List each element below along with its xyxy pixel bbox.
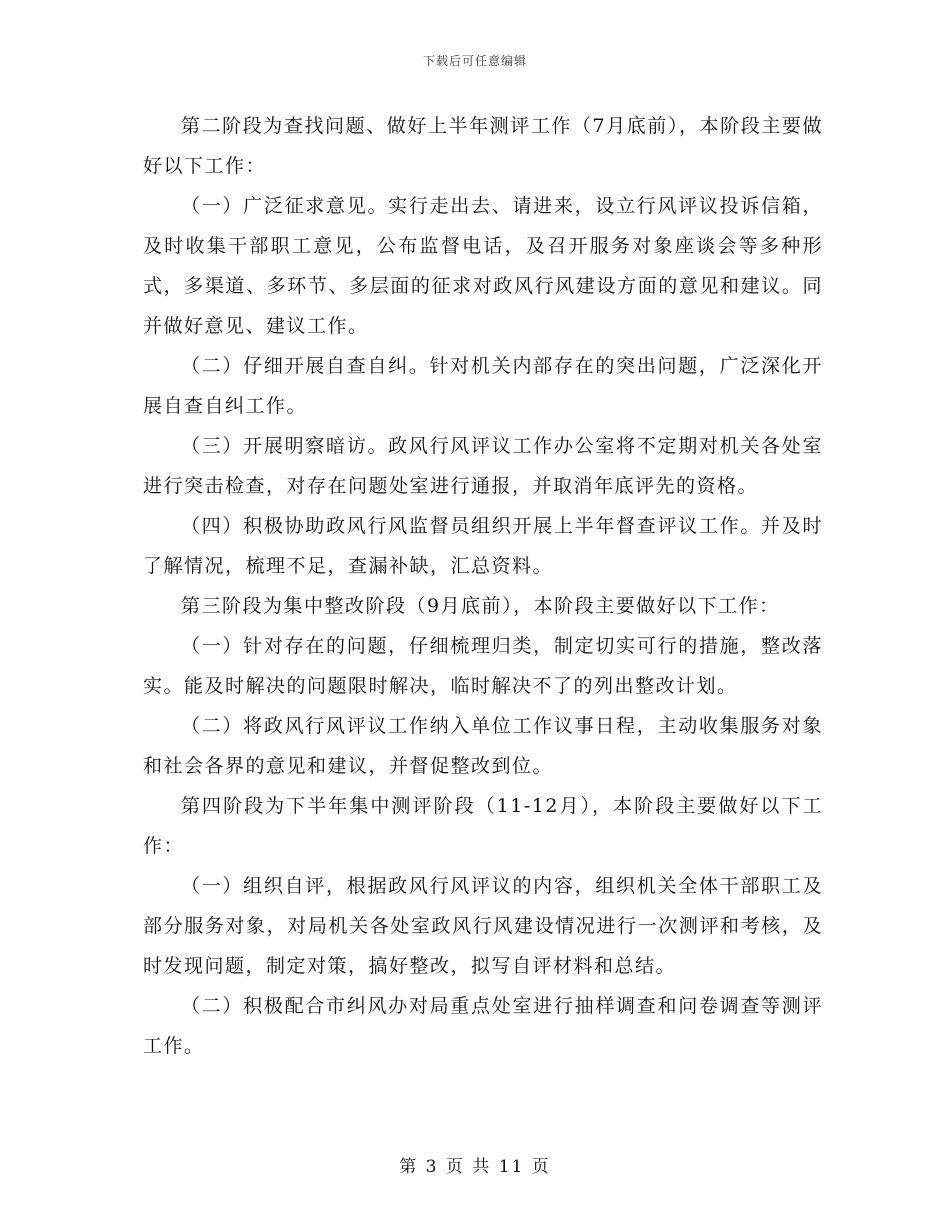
paragraph-stage-2-item-1: （一）广泛征求意见。实行走出去、请进来，设立行风评议投诉信箱，及时收集干部职工意见，公布监督电话，及召开服务对象座谈会等多种形式，多渠道、多环节、多层面的征求对政风行风建设方面的意见和建议。同并做好意见、建议工作。 <box>143 195 823 337</box>
paragraph-stage-4-item-1: （一）组织自评，根据政风行风评议的内容，组织机关全体干部职工及部分服务对象，对局机关各处室政风行风建设情况进行一次测评和考核，及时发现问题，制定对策，搞好整改，拟写自评材料和总结。 <box>143 875 823 977</box>
paragraph-stage-4-item-2: （二）积极配合市纠风办对局重点处室进行抽样调查和问卷调查等测评工作。 <box>143 995 823 1057</box>
document-body <box>143 106 823 1066</box>
paragraph-stage-2-item-3: （三）开展明察暗访。政风行风评议工作办公室将不定期对机关各处室进行突击检查，对存在问题处室进行通报，并取消年底评先的资格。 <box>143 435 823 497</box>
paragraph-stage-2: 第二阶段为查找问题、做好上半年测评工作（7月底前），本阶段主要做好以下工作： <box>143 115 823 177</box>
paragraph-stage-3: 第三阶段为集中整改阶段（9月底前），本阶段主要做好以下工作： <box>181 595 780 617</box>
page-header: 下载后可任意编辑 <box>422 54 527 68</box>
page-footer: 第 3 页 共 11 页 <box>399 1157 551 1177</box>
paragraph-stage-3-item-2: （二）将政风行风评议工作纳入单位工作议事日程，主动收集服务对象和社会各界的意见和建议，并督促整改到位。 <box>143 715 823 777</box>
paragraph-stage-3-item-1: （一）针对存在的问题，仔细梳理归类，制定切实可行的措施，整改落实。能及时解决的问题限时解决，临时解决不了的列出整改计划。 <box>143 635 823 697</box>
paragraph-stage-4: 第四阶段为下半年集中测评阶段（11-12月），本阶段主要做好以下工作： <box>143 795 823 857</box>
paragraph-stage-2-item-4: （四）积极协助政风行风监督员组织开展上半年督查评议工作。并及时了解情况，梳理不足，查漏补缺，汇总资料。 <box>143 515 823 577</box>
paragraph-stage-2-item-2: （二）仔细开展自查自纠。针对机关内部存在的突出问题，广泛深化开展自查自纠工作。 <box>143 355 823 417</box>
